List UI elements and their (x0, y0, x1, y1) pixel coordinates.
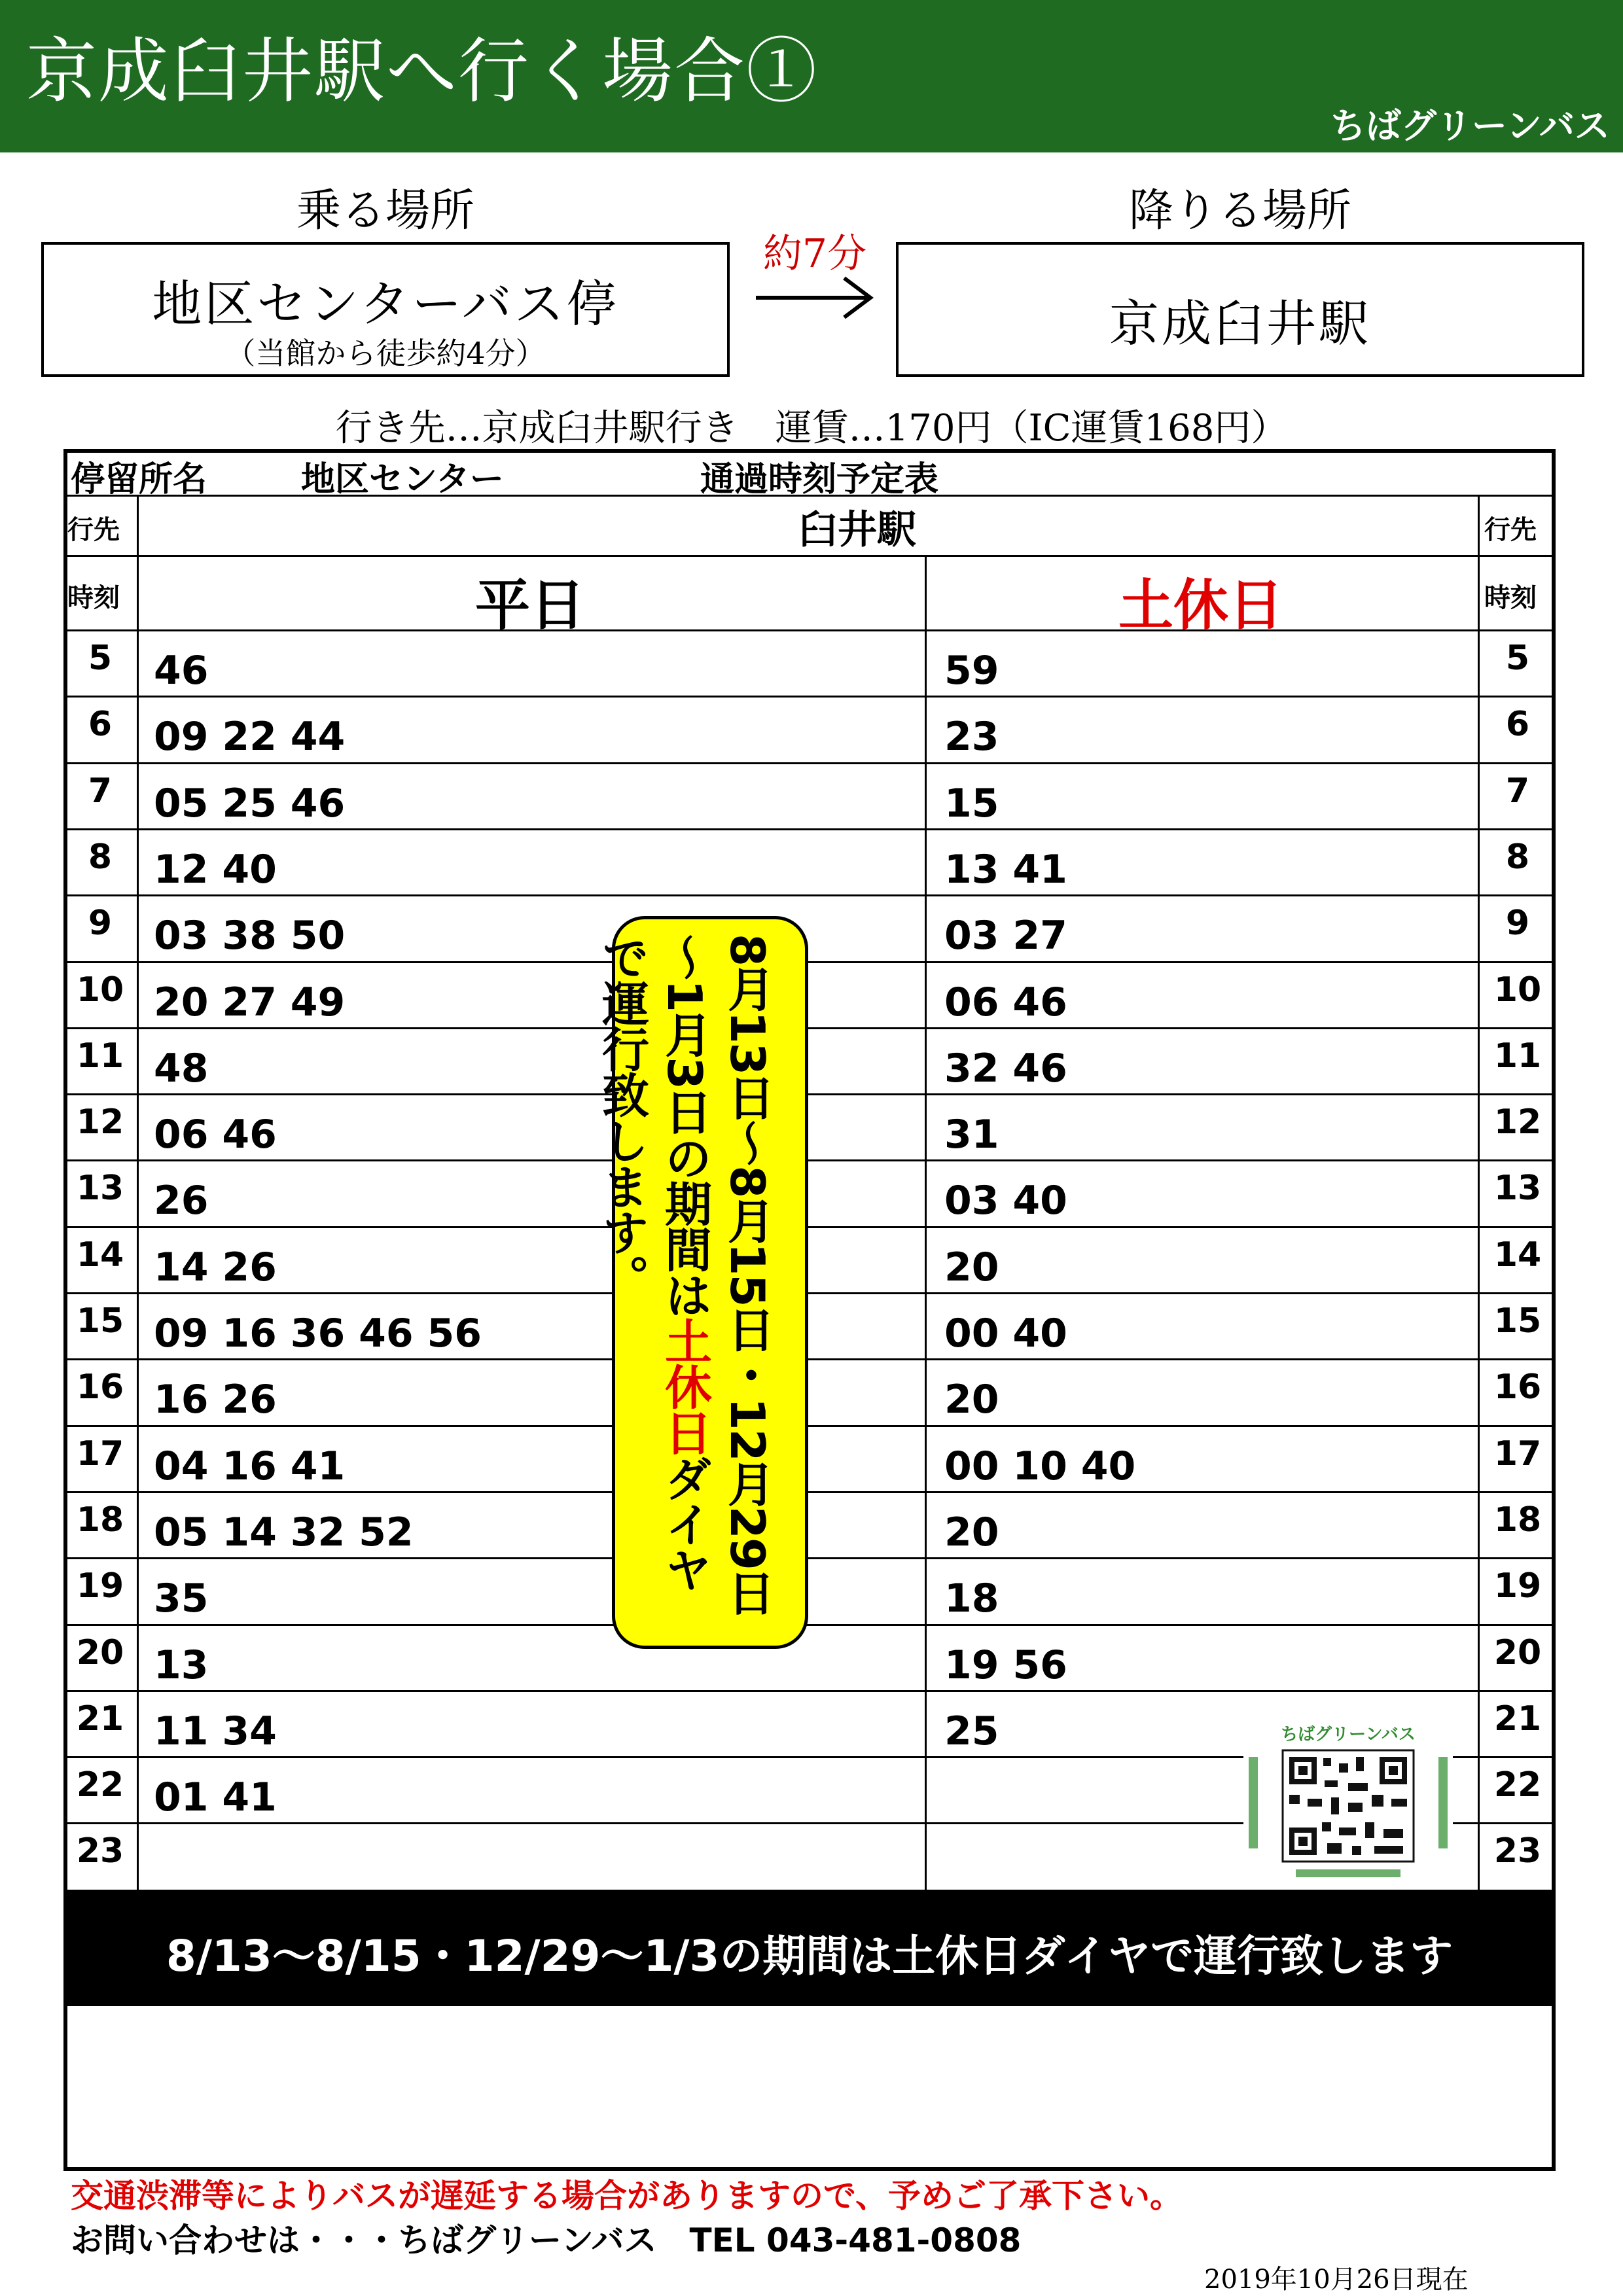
weekday-minutes: 20 27 49 (154, 980, 346, 1025)
stop-label: 停留所名 (71, 460, 207, 499)
dest-label-left: 行先 (67, 515, 120, 545)
row-divider (63, 762, 1556, 764)
board-caption: 乗る場所 (296, 185, 474, 237)
row-divider (63, 1491, 1556, 1493)
notice-text-part3: ダイヤで運行致します。 (594, 934, 712, 1593)
timetable (63, 449, 1556, 1894)
holiday-minutes: 15 (944, 781, 999, 826)
alight-stop-name: 京成臼井駅 (1109, 294, 1371, 353)
weekday-minutes: 05 25 46 (154, 781, 346, 826)
hour-label-right: 11 (1493, 1036, 1542, 1076)
row-divider (63, 1226, 1556, 1228)
weekday-minutes: 12 40 (154, 847, 277, 892)
hour-label-right: 17 (1493, 1434, 1542, 1474)
hour-label-right: 5 (1505, 639, 1530, 678)
weekday-minutes: 14 26 (154, 1245, 277, 1290)
hour-label-left: 14 (76, 1235, 124, 1275)
hour-label-left: 8 (88, 838, 113, 877)
alight-stop-box (896, 242, 1584, 377)
holiday-banner-text: 8/13～8/15・12/29～1/3の期間は土休日ダイヤで運行致します (166, 1931, 1454, 1981)
holiday-minutes: 31 (944, 1112, 999, 1157)
holiday-minutes: 00 10 40 (944, 1443, 1136, 1489)
row-divider (63, 1358, 1556, 1360)
hour-label-right: 7 (1505, 771, 1530, 811)
hour-label-left: 16 (76, 1368, 124, 1407)
hour-label-left: 22 (76, 1765, 124, 1805)
hour-label-right: 6 (1505, 705, 1530, 744)
arrow-right-icon (753, 268, 877, 327)
board-stop-box (41, 242, 730, 377)
hour-label-left: 6 (88, 705, 113, 744)
holiday-minutes: 03 27 (944, 913, 1067, 959)
weekday-header: 平日 (474, 573, 585, 637)
holiday-minutes: 25 (944, 1708, 999, 1754)
weekday-minutes: 13 (154, 1642, 209, 1688)
holiday-minutes: 20 (944, 1510, 999, 1555)
hour-label-left: 5 (88, 639, 113, 678)
hour-label-left: 9 (88, 904, 113, 943)
row-divider (63, 696, 1556, 698)
notice-text (594, 919, 805, 1646)
weekday-minutes: 11 34 (154, 1708, 277, 1754)
hour-label-right: 10 (1493, 970, 1542, 1010)
weekday-minutes: 05 14 32 52 (154, 1510, 414, 1555)
hour-label-right: 8 (1505, 838, 1530, 877)
hour-label-right: 14 (1493, 1235, 1542, 1275)
hour-label-right: 19 (1493, 1566, 1542, 1606)
hour-label-left: 7 (88, 771, 113, 811)
holiday-minutes: 03 40 (944, 1178, 1067, 1224)
row-divider (63, 1425, 1556, 1427)
board-stop-note: （当館から徒歩約4分） (225, 336, 546, 371)
divider (63, 555, 1556, 557)
holiday-minutes: 06 46 (944, 980, 1067, 1025)
hour-label-right: 18 (1493, 1500, 1542, 1540)
notice-holiday-word: 土休日 (657, 1317, 712, 1455)
blank-area (63, 2006, 1556, 2171)
row-divider (63, 1159, 1556, 1161)
direction-label: 臼井駅 (798, 507, 916, 553)
weekday-minutes: 06 46 (154, 1112, 277, 1157)
weekday-minutes: 09 22 44 (154, 714, 346, 760)
weekday-minutes: 03 38 50 (154, 913, 346, 959)
contact-info: お問い合わせは・・・ちばグリーンバス TEL 043-481-0808 (71, 2221, 1022, 2259)
hour-label-right: 22 (1493, 1765, 1542, 1805)
weekday-minutes: 09 16 36 46 56 (154, 1311, 482, 1356)
weekday-minutes: 01 41 (154, 1775, 277, 1820)
travel-time: 約7分 (762, 231, 867, 277)
hour-label-left: 17 (76, 1434, 124, 1474)
hour-label-left: 10 (76, 970, 124, 1010)
holiday-minutes: 32 46 (944, 1046, 1067, 1091)
hour-label-left: 18 (76, 1500, 124, 1540)
hour-label-left: 20 (76, 1633, 124, 1672)
holiday-minutes: 23 (944, 714, 999, 760)
fare-info: 行き先…京成臼井駅行き 運賃…170円（IC運賃168円） (335, 407, 1288, 450)
holiday-header: 土休日 (1118, 573, 1283, 637)
row-divider (63, 961, 1556, 963)
hour-label-right: 13 (1493, 1169, 1542, 1208)
time-label-right: 時刻 (1484, 583, 1537, 613)
hour-label-right: 21 (1493, 1699, 1542, 1739)
holiday-minutes: 59 (944, 648, 999, 694)
weekday-minutes: 16 26 (154, 1377, 277, 1422)
qr-label: ちばグリーンバス (1281, 1725, 1416, 1744)
row-divider (63, 828, 1556, 830)
stop-name: 地区センター (301, 460, 504, 499)
company-name: ちばグリーンバス (1330, 105, 1610, 147)
hour-label-right: 15 (1493, 1301, 1542, 1341)
notice-callout (594, 916, 808, 1649)
time-label-left: 時刻 (67, 583, 120, 613)
hour-label-right: 23 (1493, 1831, 1542, 1871)
holiday-minutes: 13 41 (944, 847, 1067, 892)
hour-label-right: 16 (1493, 1368, 1542, 1407)
divider (1478, 495, 1480, 1894)
notice-text-part1: 8月13日～8月15日・12月29日～1月3日の期間は (657, 934, 775, 1615)
weekday-minutes: 04 16 41 (154, 1443, 346, 1489)
row-divider (63, 1292, 1556, 1294)
weekday-minutes: 26 (154, 1178, 209, 1224)
row-divider (63, 1624, 1556, 1626)
hour-label-right: 12 (1493, 1103, 1542, 1142)
dest-label-right: 行先 (1484, 515, 1537, 545)
holiday-minutes: 00 40 (944, 1311, 1067, 1356)
qr-code-icon[interactable] (1243, 1718, 1453, 1881)
hour-label-right: 20 (1493, 1633, 1542, 1672)
hour-label-left: 13 (76, 1169, 124, 1208)
timetable-title: 通過時刻予定表 (700, 460, 939, 499)
weekday-minutes: 46 (154, 648, 209, 694)
weekday-minutes: 35 (154, 1576, 209, 1621)
as-of-date: 2019年10月26日現在 (1204, 2265, 1469, 2295)
board-stop-name: 地区センターバス停 (152, 275, 619, 333)
row-divider (63, 1027, 1556, 1029)
row-divider (63, 1690, 1556, 1692)
hour-label-left: 12 (76, 1103, 124, 1142)
divider (137, 495, 139, 1894)
hour-label-left: 21 (76, 1699, 124, 1739)
holiday-minutes: 18 (944, 1576, 999, 1621)
hour-label-left: 23 (76, 1831, 124, 1871)
weekday-minutes: 48 (154, 1046, 209, 1091)
delay-notice: 交通渋滞等によりバスが遅延する場合がありますので、予めご了承下さい。 (71, 2177, 1183, 2215)
divider (925, 555, 927, 1894)
row-divider (63, 1093, 1556, 1095)
holiday-minutes: 20 (944, 1245, 999, 1290)
page-title: 京成臼井駅へ行く場合① (26, 31, 819, 113)
hour-label-left: 15 (76, 1301, 124, 1341)
row-divider (63, 1557, 1556, 1559)
hour-label-left: 11 (76, 1036, 124, 1076)
hour-label-right: 9 (1505, 904, 1530, 943)
row-divider (63, 894, 1556, 896)
holiday-minutes: 20 (944, 1377, 999, 1422)
alight-caption: 降りる場所 (1128, 185, 1351, 237)
hour-label-left: 19 (76, 1566, 124, 1606)
holiday-minutes: 19 56 (944, 1642, 1067, 1688)
holiday-banner (63, 1894, 1556, 2006)
